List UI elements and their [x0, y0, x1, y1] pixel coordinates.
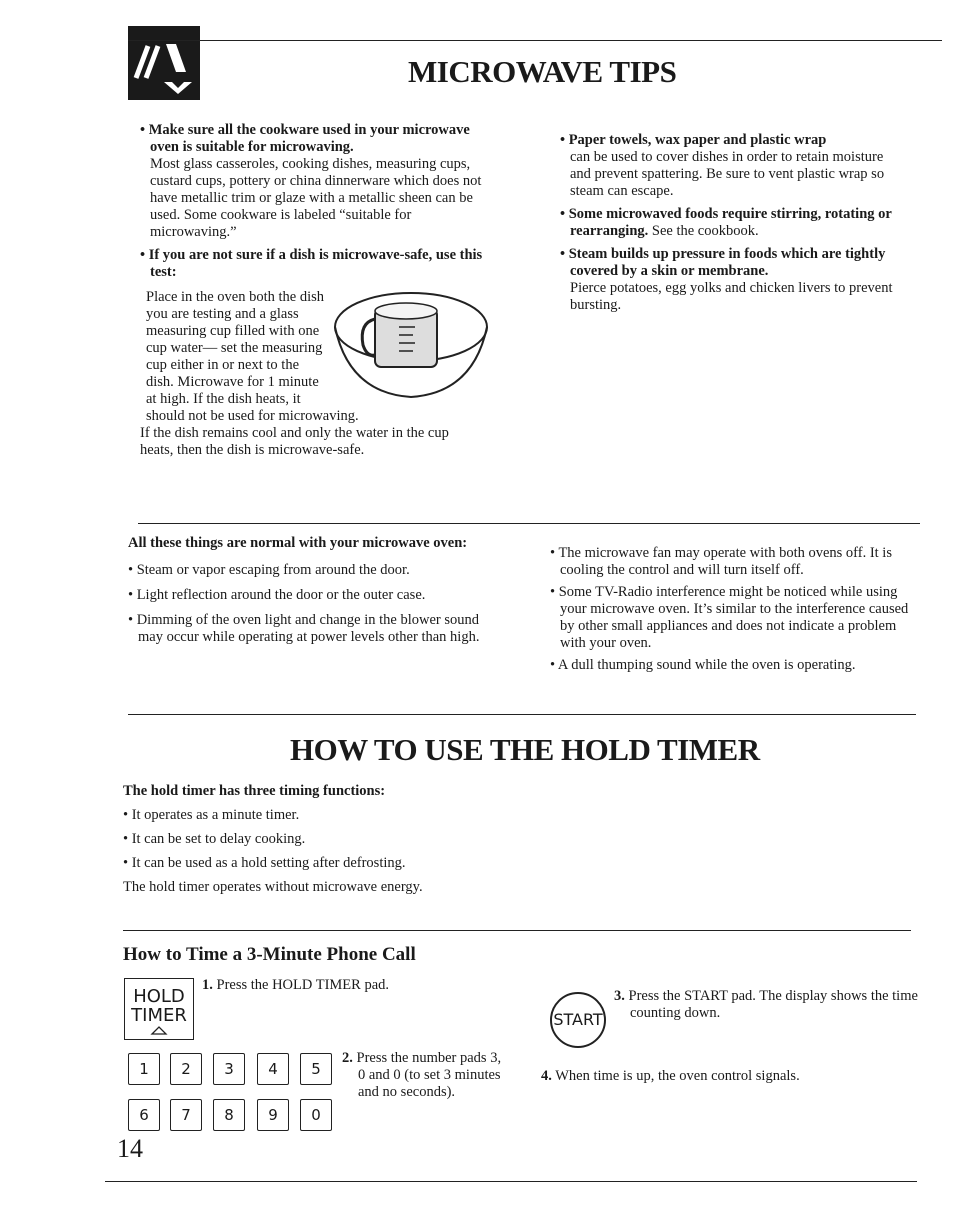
- step-3-text: Press the START pad. The display shows the time counting down.: [628, 988, 918, 1021]
- tip-wrap-body: can be used to cover dishes in order to retain moisture and prevent spattering. Be sure to vent plastic wrap so steam can escape.: [570, 149, 885, 199]
- normal-item-6: • A dull thumping sound while the oven is operating.: [550, 657, 856, 673]
- tip-test-block: [140, 289, 485, 459]
- hold-pad-line1: HOLD: [133, 986, 185, 1007]
- tip-test-body: Place in the oven both the dish you are testing and a glass measuring cup filled with one cup water— set the measuring cup either in or next to the dish. Microwave for 1 minute at high. If the dish heats, it should not be used for microwaving.: [146, 289, 359, 424]
- normal-heading: All these things are normal with your microwave oven:: [128, 535, 468, 551]
- tips-right-column: [560, 132, 900, 320]
- number-pad-8[interactable]: 8: [213, 1099, 245, 1131]
- number-pad-3[interactable]: 3: [213, 1053, 245, 1085]
- number-pad-6[interactable]: 6: [128, 1099, 160, 1131]
- hold-timer-section: [123, 783, 623, 901]
- step-4-number: 4.: [541, 1068, 552, 1084]
- hold-item-3: • It can be used as a hold setting after defrosting.: [123, 855, 406, 871]
- phone-heading: How to Time a 3-Minute Phone Call: [123, 944, 416, 965]
- tip-stir-heading: • Some microwaved foods require stirring, rotating or rearranging.: [560, 206, 892, 239]
- step-4-text: When time is up, the oven control signals.: [555, 1068, 800, 1084]
- step-2-text: Press the number pads 3, 0 and 0 (to set 3 minutes and no seconds).: [356, 1050, 502, 1100]
- tip-stir-body: See the cookbook.: [651, 223, 759, 239]
- hold-timer-title: HOW TO USE THE HOLD TIMER: [290, 732, 760, 767]
- step-1-text: Press the HOLD TIMER pad.: [216, 977, 390, 993]
- divider-2: [128, 714, 916, 715]
- step-2: [342, 1050, 508, 1101]
- page-number: 14: [117, 1134, 143, 1163]
- normal-right-column: [550, 545, 915, 679]
- microwave-logo-icon: [128, 26, 200, 100]
- number-pad-2[interactable]: 2: [170, 1053, 202, 1085]
- normal-item-1: • Steam or vapor escaping from around the door.: [128, 562, 410, 578]
- step-4: [541, 1068, 911, 1085]
- section-logo: [128, 26, 200, 100]
- number-pad-1[interactable]: 1: [128, 1053, 160, 1085]
- hold-timer-pad[interactable]: [124, 978, 194, 1040]
- step-2-number: 2.: [342, 1050, 353, 1066]
- tips-left-column: [140, 122, 485, 459]
- hand-pointer-icon: [150, 1025, 168, 1035]
- tip-steam-heading: • Steam builds up pressure in foods which are tightly covered by a skin or membrane.: [560, 246, 886, 279]
- number-pad-4[interactable]: 4: [257, 1053, 289, 1085]
- number-pad-0[interactable]: 0: [300, 1099, 332, 1131]
- tip-wrap-heading: • Paper towels, wax paper and plastic wrap: [560, 132, 827, 148]
- hold-pad-line2: TIMER: [131, 1005, 187, 1026]
- normal-item-2: • Light reflection around the door or the outer case.: [128, 587, 426, 603]
- start-pad[interactable]: [548, 990, 608, 1050]
- start-pad-label: START: [553, 1010, 603, 1029]
- step-1-number: 1.: [202, 977, 213, 993]
- number-pad-9[interactable]: 9: [257, 1099, 289, 1131]
- hold-note: The hold timer operates without microwave energy.: [123, 879, 423, 895]
- tip-cookware-heading: • Make sure all the cookware used in your microwave oven is suitable for microwaving.: [140, 122, 470, 155]
- tip-steam-body: Pierce potatoes, egg yolks and chicken livers to prevent bursting.: [570, 280, 893, 313]
- normal-item-3: • Dimming of the oven light and change in the blower sound may occur while operating at power levels other than high.: [128, 612, 480, 645]
- page-title: MICROWAVE TIPS: [408, 54, 677, 89]
- normal-item-4: • The microwave fan may operate with both ovens off. It is cooling the control and will turn itself off.: [550, 545, 892, 578]
- step-1: [202, 977, 442, 994]
- divider-1: [138, 523, 920, 524]
- bowl-and-cup-illustration: [329, 283, 495, 403]
- step-3-number: 3.: [614, 988, 625, 1004]
- header-rule: [128, 40, 942, 41]
- divider-3: [123, 930, 911, 931]
- tip-test-heading: • If you are not sure if a dish is microwave-safe, use this test:: [140, 247, 483, 280]
- normal-item-5: • Some TV-Radio interference might be noticed while using your microwave oven. It’s similar to the interference caused by other small appliances and does not indicate a problem with your oven.: [550, 584, 909, 651]
- footer-rule: [105, 1181, 917, 1182]
- hold-item-1: • It operates as a minute timer.: [123, 807, 300, 823]
- number-pad-5[interactable]: 5: [300, 1053, 332, 1085]
- tip-test-result: If the dish remains cool and only the water in the cup heats, then the dish is microwave-safe.: [140, 425, 449, 458]
- normal-left-column: [128, 535, 498, 651]
- number-pad-7[interactable]: 7: [170, 1099, 202, 1131]
- hold-timer-subheading: The hold timer has three timing functions:: [123, 783, 386, 799]
- hold-item-2: • It can be set to delay cooking.: [123, 831, 306, 847]
- step-3: [614, 988, 930, 1022]
- tip-cookware-body: Most glass casseroles, cooking dishes, measuring cups, custard cups, pottery or china dinnerware which does not have metallic trim or glaze with a metallic sheen can be used. Some cookware is labeled “suitable for microwaving.”: [150, 156, 482, 240]
